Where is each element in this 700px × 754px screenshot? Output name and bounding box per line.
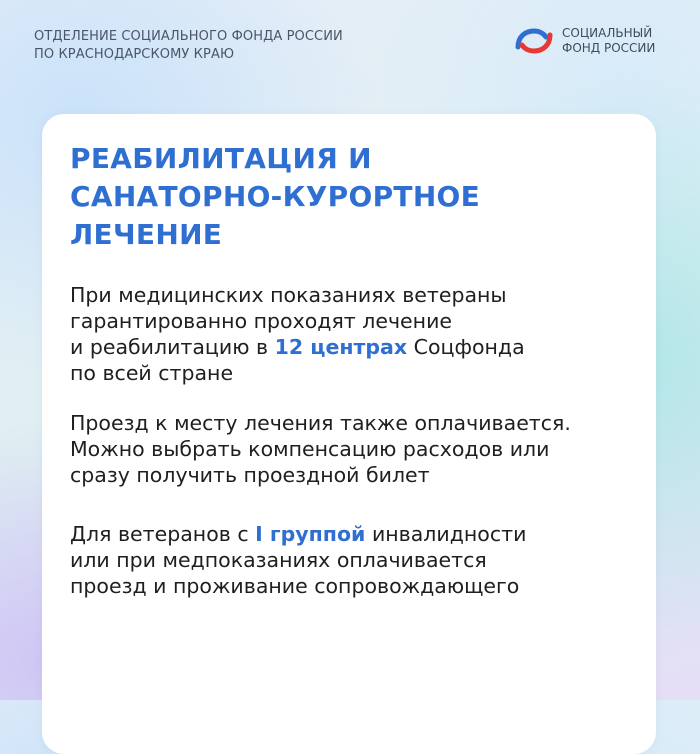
brand-name-line1: СОЦИАЛЬНЫЙ: [562, 26, 653, 40]
highlight-disability-group: I группой: [255, 522, 366, 546]
paragraph-line: по всей стране: [70, 361, 234, 385]
organization-name-line2: ПО КРАСНОДАРСКОМУ КРАЮ: [34, 47, 235, 62]
paragraph-line: [70, 521, 526, 547]
text-segment: Соцфонда: [407, 335, 525, 359]
brand-name-line2: ФОНД РОССИИ: [562, 41, 656, 55]
card-title-line3: ЛЕЧЕНИЕ: [70, 218, 223, 251]
paragraph-rehabilitation: [70, 282, 525, 386]
sfr-logo-icon: [514, 25, 554, 57]
paragraph-travel: [70, 410, 571, 488]
paragraph-line: сразу получить проездной билет: [70, 463, 430, 487]
brand-name: [562, 26, 655, 56]
brand-block: [514, 25, 655, 57]
card-title-line2: САНАТОРНО-КУРОРТНОЕ: [70, 180, 481, 213]
card-title-line1: РЕАБИЛИТАЦИЯ И: [70, 142, 372, 175]
organization-name-line1: ОТДЕЛЕНИЕ СОЦИАЛЬНОГО ФОНДА РОССИИ: [34, 29, 343, 44]
organization-name: [34, 28, 343, 64]
card-title: [70, 140, 480, 254]
paragraph-line: [70, 334, 525, 360]
paragraph-companion: [70, 521, 526, 599]
text-segment: Для ветеранов с: [70, 522, 256, 546]
paragraph-line: проезд и проживание сопровождающего: [70, 574, 520, 598]
paragraph-line: Проезд к месту лечения также оплачивается.: [70, 411, 571, 435]
text-segment: и реабилитацию в: [70, 335, 275, 359]
paragraph-line: При медицинских показаниях ветераны: [70, 283, 507, 307]
paragraph-line: гарантированно проходят лечение: [70, 309, 453, 333]
highlight-centers-count: 12 центрах: [274, 335, 408, 359]
paragraph-line: или при медпоказаниях оплачивается: [70, 548, 487, 572]
paragraph-line: Можно выбрать компенсацию расходов или: [70, 437, 550, 461]
text-segment: инвалидности: [365, 522, 527, 546]
